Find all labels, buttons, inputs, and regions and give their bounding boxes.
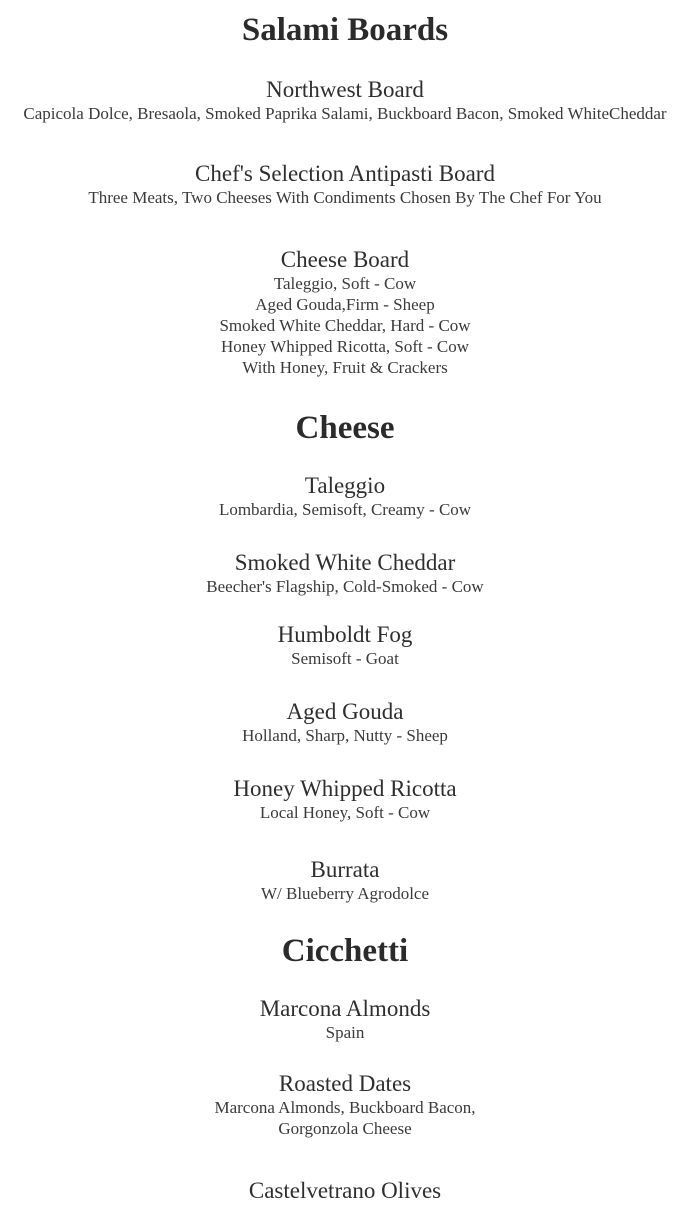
menu-item-aged-gouda xyxy=(0,699,690,746)
item-description xyxy=(0,273,690,378)
menu-item-castelvetrano-olives xyxy=(0,1178,690,1204)
item-description: Holland, Sharp, Nutty - Sheep xyxy=(242,726,448,745)
item-name: Burrata xyxy=(310,857,380,882)
item-name: Chef's Selection Antipasti Board xyxy=(195,161,495,186)
item-description: Three Meats, Two Cheeses With Condiments Chosen By The Chef For You xyxy=(88,188,602,207)
description-line: Gorgonzola Cheese xyxy=(278,1119,412,1138)
item-name: Humboldt Fog xyxy=(277,622,413,647)
menu-item-humboldt-fog xyxy=(0,622,690,669)
menu-item-honey-whipped-ricotta xyxy=(0,776,690,823)
menu-item-smoked-white-cheddar xyxy=(0,550,690,597)
item-name: Roasted Dates xyxy=(278,1071,412,1096)
menu-item-cheese-board xyxy=(0,247,690,378)
item-description: Spain xyxy=(325,1023,365,1042)
item-description xyxy=(0,1097,690,1139)
section-title-cicchetti: Cicchetti xyxy=(281,933,409,969)
description-line: Marcona Almonds, Buckboard Bacon, xyxy=(214,1098,476,1117)
description-line: With Honey, Fruit & Crackers xyxy=(242,358,448,377)
item-name: Northwest Board xyxy=(266,77,424,102)
item-description: Lombardia, Semisoft, Creamy - Cow xyxy=(218,500,472,519)
item-name: Aged Gouda xyxy=(286,699,404,724)
menu-item-northwest-board xyxy=(0,77,690,124)
item-name: Castelvetrano Olives xyxy=(248,1178,442,1203)
menu-item-chefs-selection-board xyxy=(0,161,690,208)
description-line: Aged Gouda,Firm - Sheep xyxy=(255,295,435,314)
item-description: W/ Blueberry Agrodolce xyxy=(260,884,430,903)
menu-item-burrata xyxy=(0,857,690,904)
section-title-cheese: Cheese xyxy=(295,410,395,446)
item-description: Semisoft - Goat xyxy=(291,649,399,668)
description-line: Taleggio, Soft - Cow xyxy=(273,274,417,293)
item-description: Capicola Dolce, Bresaola, Smoked Paprika Salami, Buckboard Bacon, Smoked WhiteCheddar xyxy=(23,104,667,123)
menu-item-roasted-dates xyxy=(0,1071,690,1139)
item-name: Marcona Almonds xyxy=(259,996,431,1021)
item-description: Beecher's Flagship, Cold-Smoked - Cow xyxy=(206,577,484,596)
section-title-salami-boards: Salami Boards xyxy=(241,12,449,48)
item-name: Smoked White Cheddar xyxy=(234,550,456,575)
description-line: Honey Whipped Ricotta, Soft - Cow xyxy=(220,337,470,356)
menu-item-marcona-almonds xyxy=(0,996,690,1043)
item-name: Taleggio xyxy=(304,473,386,498)
item-description: Local Honey, Soft - Cow xyxy=(259,803,431,822)
item-name: Cheese Board xyxy=(280,247,410,272)
item-name: Honey Whipped Ricotta xyxy=(233,776,457,801)
menu-item-taleggio xyxy=(0,473,690,520)
description-line: Smoked White Cheddar, Hard - Cow xyxy=(219,316,471,335)
